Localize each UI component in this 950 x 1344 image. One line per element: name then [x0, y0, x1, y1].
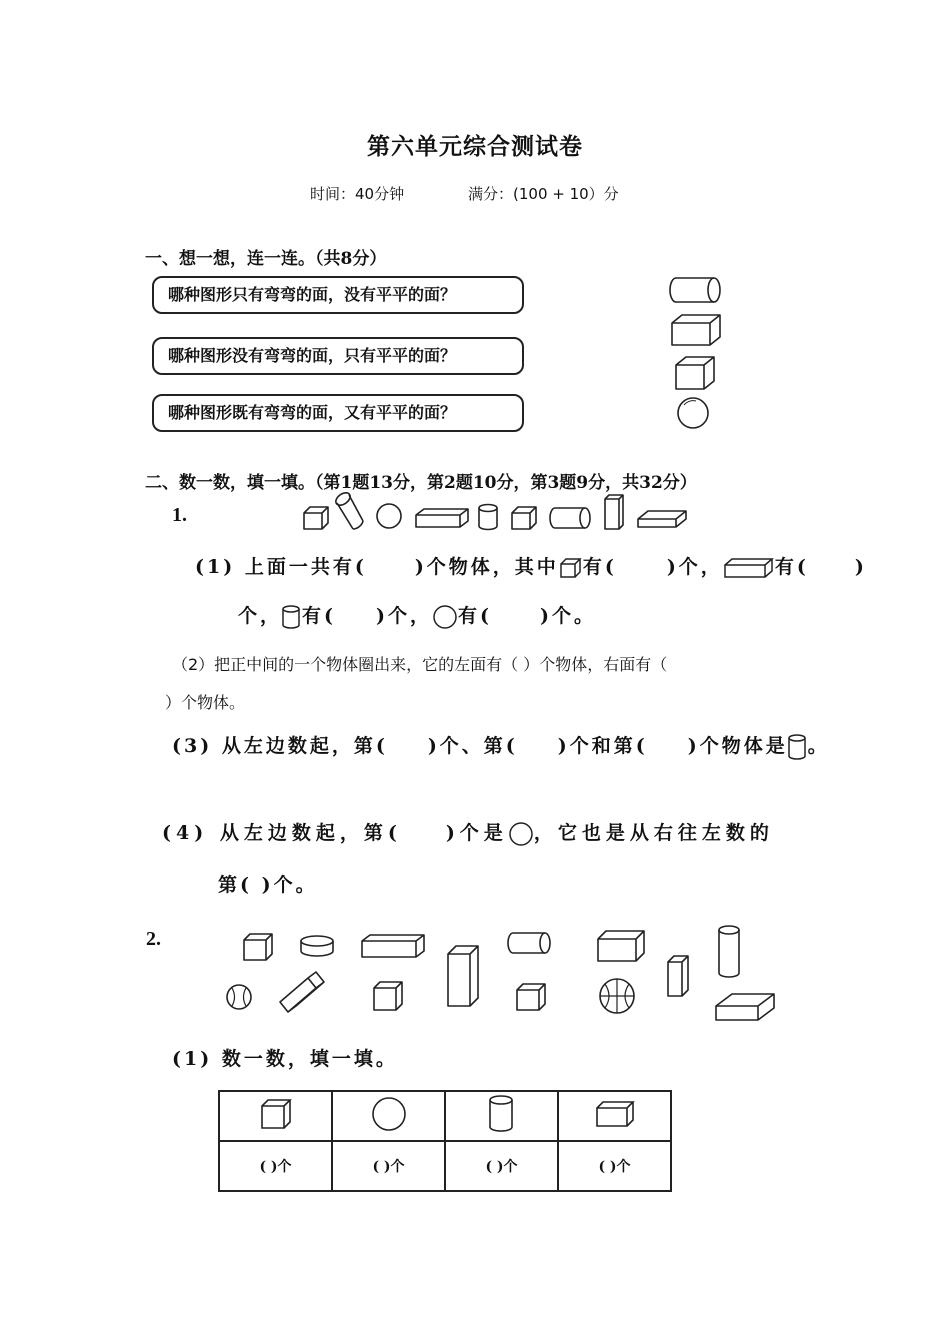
- cube-icon: [372, 980, 404, 1012]
- section1-heading: 一、想一想，连一连。（共8分）: [145, 249, 387, 269]
- cylinder-icon: [788, 734, 808, 760]
- flat-cuboid-icon: [636, 509, 688, 529]
- q1-p1-text-c: 有(: [582, 556, 617, 578]
- cube-icon: [510, 505, 538, 531]
- q1-p1-text-h: 有(: [302, 605, 337, 627]
- tall-cuboid-icon: [446, 944, 480, 1008]
- sphere-icon: [432, 604, 458, 630]
- cube-icon: [260, 1098, 292, 1130]
- page-title: 第六单元综合测试卷: [367, 133, 583, 160]
- q1-part4-line2: 第( )个。: [218, 874, 318, 896]
- question-bubble-1: [152, 276, 524, 314]
- cuboid-icon: [670, 313, 722, 347]
- table-header-cube: [219, 1091, 332, 1141]
- score-info: 满分：(100 + 10）分: [468, 185, 619, 203]
- tilted-cylinder-icon: [333, 491, 367, 533]
- q1-p1-text-e: 有(: [774, 556, 809, 578]
- horizontal-cylinder-icon: [507, 931, 553, 955]
- q2-number: 2.: [146, 928, 161, 950]
- basketball-icon: [598, 977, 638, 1017]
- time-info: 时间：40分钟: [310, 185, 405, 203]
- q1-number: 1.: [172, 504, 187, 526]
- cube-icon: [515, 982, 547, 1012]
- baseball-icon: [225, 983, 255, 1013]
- q1-p1-text-b: )个物体，其中: [414, 556, 559, 578]
- q1-p3-text-a: (3) 从左边数起，第(: [172, 735, 388, 757]
- tall-cylinder-icon: [718, 925, 742, 979]
- table-cell-cube-count[interactable]: ( )个: [219, 1141, 332, 1191]
- question-bubble-3: [152, 394, 524, 432]
- cylinder-icon: [282, 605, 302, 629]
- question-text-2: 哪种图形没有弯弯的面，只有平平的面？: [168, 346, 457, 365]
- flat-cuboid-icon: [723, 557, 775, 579]
- q1-p1-text-g: 个，: [238, 605, 283, 627]
- q1-p1-text-d: )个，: [666, 556, 723, 578]
- cube-icon: [302, 505, 330, 531]
- question-text-1: 哪种图形只有弯弯的面，没有平平的面？: [168, 285, 457, 304]
- sphere-icon: [375, 502, 405, 532]
- q1-p4-text-b: )个是: [445, 822, 508, 844]
- cube-icon: [242, 932, 274, 962]
- q1-part2-line2: ）个物体。: [165, 693, 246, 712]
- q2-sub1: (1) 数一数，填一填。: [172, 1048, 398, 1070]
- sphere-icon: [371, 1096, 407, 1132]
- cube-icon: [674, 355, 716, 391]
- q1-part2-line1: （2）把正中间的一个物体圈出来，它的左面有（ ）个物体，右面有（: [172, 655, 668, 674]
- q1-part1-line2: [238, 601, 596, 630]
- table-cell-cuboid-count[interactable]: ( )个: [558, 1141, 671, 1191]
- cylinder-icon: [489, 1095, 515, 1133]
- cuboid-icon: [595, 1100, 635, 1128]
- q1-p1-text-k: )个。: [540, 605, 597, 627]
- question-text-3: 哪种图形既有弯弯的面，又有平平的面？: [168, 403, 457, 422]
- cylinder-icon: [668, 276, 724, 304]
- q1-p1-text-a: (1) 上面一共有(: [195, 556, 367, 578]
- tilted-cuboid-icon: [278, 970, 328, 1018]
- horizontal-cylinder-icon: [549, 506, 593, 530]
- sphere-icon: [508, 821, 534, 847]
- table-header-cylinder: [445, 1091, 558, 1141]
- q1-p4-text-a: (4) 从左边数起，第(: [162, 822, 402, 844]
- q1-p1-text-j: 有(: [458, 605, 493, 627]
- tall-cuboid-icon: [666, 954, 692, 998]
- flat-cuboid-icon: [414, 507, 470, 529]
- question-bubble-2: [152, 337, 524, 375]
- table-header-cuboid: [558, 1091, 671, 1141]
- cube-icon: [559, 557, 583, 579]
- q1-part3: [172, 731, 830, 760]
- table-cell-cylinder-count[interactable]: ( )个: [445, 1141, 558, 1191]
- q1-p3-text-e: 。: [807, 735, 830, 757]
- q1-p3-text-b: )个、第(: [427, 735, 518, 757]
- count-table: [218, 1090, 672, 1192]
- flat-cuboid-icon: [360, 933, 426, 959]
- flat-cuboid-icon: [714, 992, 776, 1022]
- q1-p3-text-c: )个和第(: [557, 735, 648, 757]
- cylinder-icon: [478, 503, 500, 531]
- cuboid-icon: [596, 929, 646, 963]
- sphere-icon: [676, 396, 712, 430]
- q1-part4-line1: [162, 818, 774, 847]
- q1-p4-text-c: ，它也是从右往左数的: [533, 822, 774, 844]
- q1-p1-text-f: ): [854, 556, 867, 578]
- table-cell-sphere-count[interactable]: ( )个: [332, 1141, 445, 1191]
- tall-cuboid-icon: [603, 493, 627, 531]
- q1-p1-text-i: )个，: [376, 605, 433, 627]
- section2-heading: 二、数一数，填一填。（第1题13分，第2题10分，第3题9分，共32分）: [145, 473, 697, 493]
- flat-cylinder-icon: [300, 935, 336, 959]
- table-header-sphere: [332, 1091, 445, 1141]
- q1-part1-line1: [195, 552, 867, 579]
- q1-p3-text-d: )个物体是: [687, 735, 788, 757]
